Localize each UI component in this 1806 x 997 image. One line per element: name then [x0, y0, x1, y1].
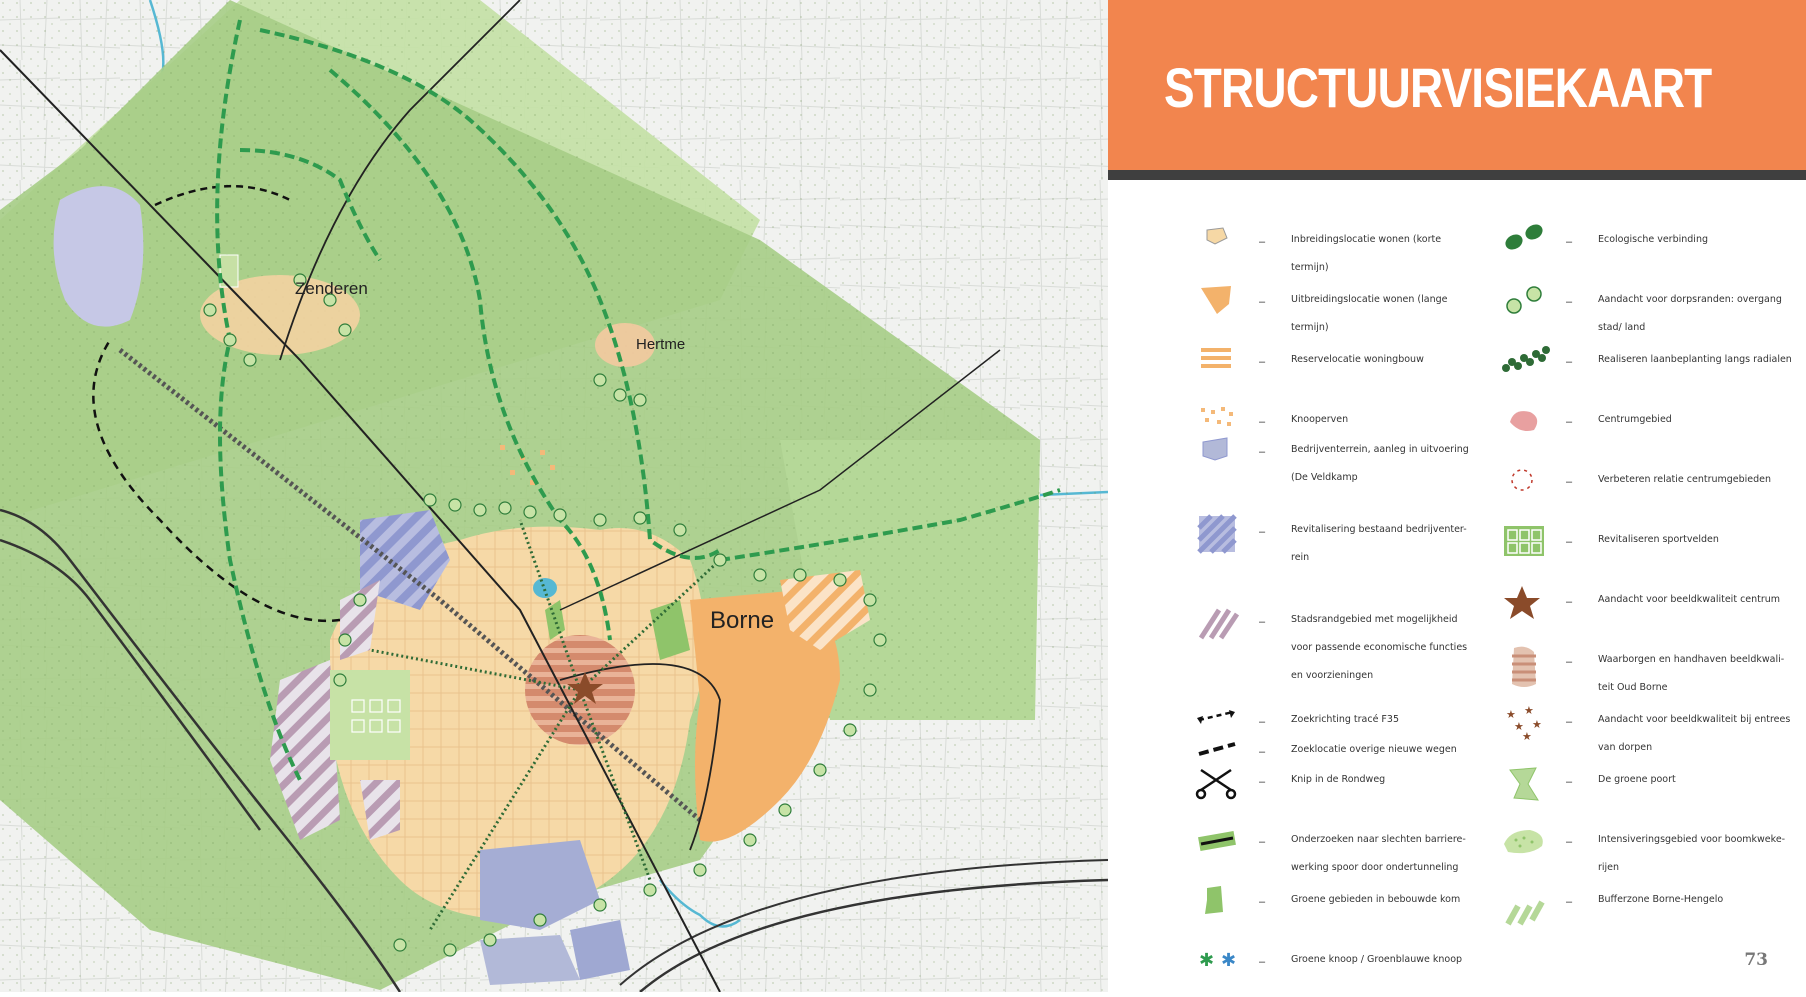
legend-text-line: stad/ land: [1598, 322, 1646, 333]
legend-dash: –: [1259, 716, 1266, 728]
legend-text-line: Ecologische verbinding: [1598, 234, 1709, 245]
legend-text-line: Zoekrichting tracé F35: [1291, 714, 1399, 725]
legend-text: [1598, 536, 1798, 554]
legend-text-line: teit Oud Borne: [1598, 682, 1668, 693]
legend-text-line: Realiseren laanbeplanting langs radialen: [1598, 354, 1792, 365]
legend-dash: –: [1259, 776, 1266, 788]
groene-poort-icon: [1498, 764, 1550, 804]
legend-text: [1291, 526, 1491, 572]
legend-text: [1598, 236, 1798, 254]
legend-text-line: Aandacht voor beeldkwaliteit bij entrees: [1598, 714, 1791, 725]
legend-text-line: Waarborgen en handhaven beeldkwali-: [1598, 654, 1785, 665]
legend-text: [1598, 296, 1798, 342]
legend-text-line: Aandacht voor dorpsranden: overgang: [1598, 294, 1782, 305]
place-label-borne: Borne: [710, 607, 775, 634]
legend-text: [1291, 746, 1491, 764]
groene-knoop-icon: [1191, 944, 1243, 984]
legend-text-line: Knip in de Rondweg: [1291, 774, 1386, 785]
legend-text-line: werking spoor door ondertunneling: [1291, 862, 1459, 873]
legend-text: [1291, 776, 1491, 794]
legend-dash: –: [1259, 296, 1266, 308]
legend-dash: –: [1259, 896, 1266, 908]
legend-text: [1598, 776, 1798, 794]
legend-text-line: termijn): [1291, 262, 1329, 273]
legend-text-line: Aandacht voor beeldkwaliteit centrum: [1598, 594, 1781, 605]
legend-text: [1291, 446, 1491, 492]
legend-dash: –: [1566, 296, 1573, 308]
legend-text-line: Revitalisering bestaand bedrijventer-: [1291, 524, 1467, 535]
legend-dash: –: [1566, 536, 1573, 548]
legend-text-line: termijn): [1291, 322, 1329, 333]
legend-panel: [1108, 0, 1806, 992]
legend-dash: –: [1566, 236, 1573, 248]
legend-text-line: Bufferzone Borne-Hengelo: [1598, 894, 1724, 905]
place-label-zenderen: Zenderen: [295, 279, 368, 298]
legend-text: [1291, 416, 1491, 434]
legend-dash: –: [1566, 416, 1573, 428]
legend-text: [1598, 836, 1798, 882]
dorpsranden-icon: [1498, 284, 1550, 324]
legend-text: [1291, 716, 1491, 734]
svg-text:★: ★: [1506, 709, 1516, 721]
star-icon: [1498, 584, 1550, 624]
svg-text:★: ★: [1514, 721, 1524, 733]
legend-text: [1598, 476, 1798, 494]
legend-dash: –: [1259, 746, 1266, 758]
header-divider: [1108, 170, 1806, 180]
sportvelden-icon: [1498, 524, 1550, 564]
legend-text: [1291, 236, 1491, 282]
legend-dash: –: [1259, 236, 1266, 248]
legend-dash: –: [1566, 596, 1573, 608]
svg-text:★: ★: [1522, 731, 1532, 743]
legend-dash: –: [1566, 776, 1573, 788]
legend-text: [1291, 896, 1491, 914]
legend-text: [1291, 356, 1491, 374]
svg-text:✱: ✱: [1221, 950, 1237, 970]
boomkwekerijen-icon: [1498, 824, 1550, 864]
legend-dash: –: [1259, 616, 1266, 628]
legend-dash: –: [1566, 656, 1573, 668]
ecologische-icon: [1498, 224, 1550, 264]
reserve-icon: [1191, 344, 1243, 384]
legend-text-line: en voorzieningen: [1291, 670, 1374, 681]
entrees-icon: [1498, 704, 1550, 744]
spoor-icon: [1191, 824, 1243, 864]
legend-text-line: Groene knoop / Groenblauwe knoop: [1291, 954, 1463, 965]
legend-dash: –: [1259, 416, 1266, 428]
legend-text: [1598, 716, 1798, 762]
legend-text-line: Inbreidingslocatie wonen (korte: [1291, 234, 1442, 245]
legend-text-line: van dorpen: [1598, 742, 1653, 753]
legend-dash: –: [1259, 356, 1266, 368]
groene-gebieden-icon: [1191, 884, 1243, 924]
legend-dash: –: [1566, 716, 1573, 728]
legend-text: [1291, 616, 1491, 690]
legend-text-line: rein: [1291, 552, 1310, 563]
laanbeplanting-icon: [1498, 344, 1550, 384]
legend-text-line: Bedrijventerrein, aanleg in uitvoering: [1291, 444, 1469, 455]
legend-text: [1291, 836, 1491, 882]
bedrijventerrein-icon: [1191, 434, 1243, 474]
legend-text: [1291, 296, 1491, 342]
page-number: 73: [1744, 950, 1768, 970]
legend-text: [1291, 956, 1491, 974]
legend-text-line: rijen: [1598, 862, 1620, 873]
svg-text:✱: ✱: [1199, 950, 1215, 970]
legend-text-line: De groene poort: [1598, 774, 1676, 785]
legend-text-line: Groene gebieden in bebouwde kom: [1291, 894, 1461, 905]
legend-text-line: (De Veldkamp: [1291, 472, 1358, 483]
bufferzone-icon: [1498, 884, 1550, 924]
legend-text: [1598, 896, 1798, 914]
legend-dash: –: [1259, 446, 1266, 458]
legend-dash: –: [1259, 526, 1266, 538]
legend-text-line: Verbeteren relatie centrumgebieden: [1598, 474, 1772, 485]
legend-dash: –: [1566, 476, 1573, 488]
scissors-icon: [1191, 764, 1243, 804]
legend-text: [1598, 416, 1798, 434]
legend-text-line: Reservelocatie woningbouw: [1291, 354, 1424, 365]
legend-dash: –: [1259, 836, 1266, 848]
centrumgebied-icon: [1498, 404, 1550, 444]
title-header: [1108, 0, 1806, 170]
place-label-hertme: Hertme: [636, 336, 686, 353]
legend-text-line: Knooperven: [1291, 414, 1349, 425]
legend-text-line: Intensiveringsgebied voor boomkweke-: [1598, 834, 1786, 845]
inbreiding-icon: [1191, 224, 1243, 264]
legend-text-line: Centrumgebied: [1598, 414, 1672, 425]
legend-text-line: Uitbreidingslocatie wonen (lange: [1291, 294, 1448, 305]
legend-text: [1598, 596, 1798, 614]
svg-text:★: ★: [1532, 719, 1542, 731]
legend-text-line: Stadsrandgebied met mogelijkheid: [1291, 614, 1458, 625]
oud-borne-icon: [1498, 644, 1550, 684]
stadsrand-icon: [1191, 604, 1243, 644]
legend-dash: –: [1566, 896, 1573, 908]
uitbreiding-icon: [1191, 284, 1243, 324]
legend-text-line: Zoeklocatie overige nieuwe wegen: [1291, 744, 1457, 755]
legend-text: [1598, 356, 1798, 374]
legend-dash: –: [1566, 836, 1573, 848]
legend-text-line: Revitaliseren sportvelden: [1598, 534, 1719, 545]
legend-text-line: voor passende economische functies: [1291, 642, 1468, 653]
legend-dash: –: [1259, 956, 1266, 968]
legend-text: [1598, 656, 1798, 702]
revitalisering-icon: [1191, 514, 1243, 554]
legend-dash: –: [1566, 356, 1573, 368]
relatie-icon: [1498, 464, 1550, 504]
svg-text:★: ★: [1524, 705, 1534, 717]
legend-text-line: Onderzoeken naar slechten barriere-: [1291, 834, 1466, 845]
page-title: STRUCTUURVISIEKAART: [1164, 56, 1712, 119]
